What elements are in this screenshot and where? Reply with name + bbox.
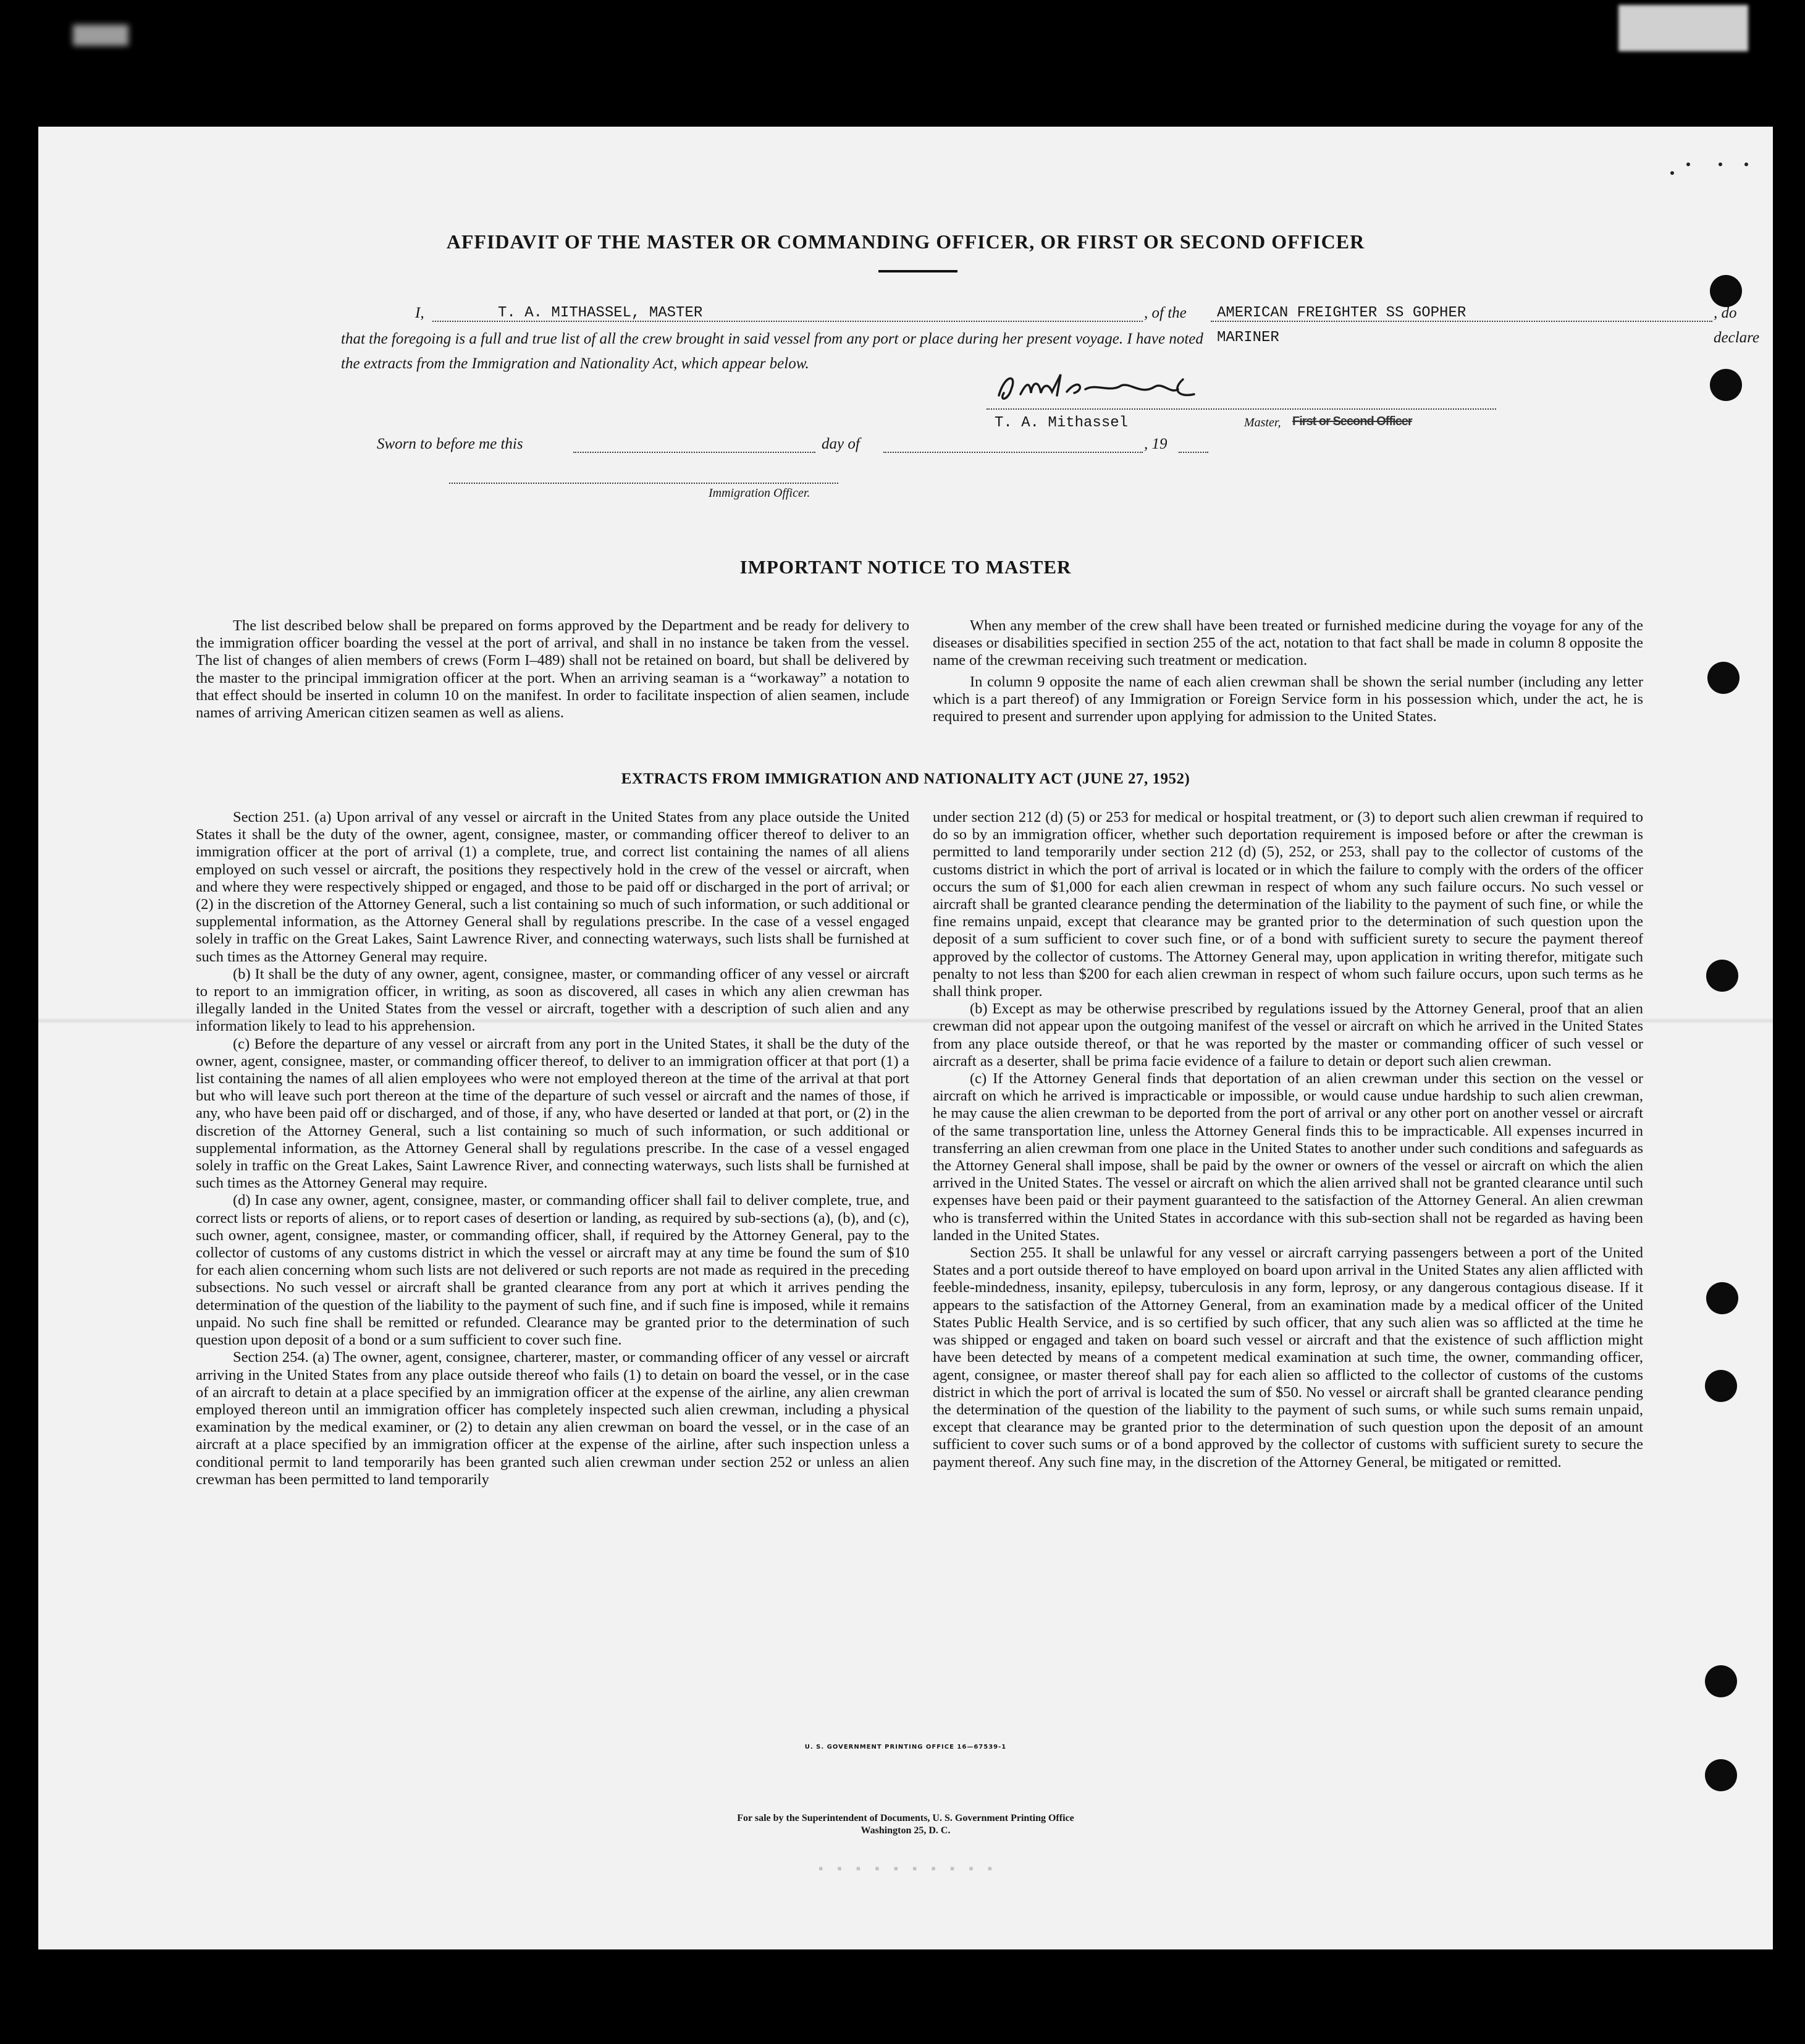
punch-hole <box>1707 662 1740 694</box>
scan-smudge-top-left <box>73 25 128 46</box>
officer-signature-underline <box>449 483 838 484</box>
signature-underline <box>987 408 1496 410</box>
section-254c: (c) If the Attorney General finds that deportation of an alien crewman under this section on the vessel or aircraft on which he arrived is impracticable or impossible, or would cause undue hardship to such alien crewman, he may cause the alien crewman to be deported from the port of arrival or any other port on another vessel or aircraft of the same transportation line, unless the Attorney General finds this to be impracticable. All expenses incurred in transferring an alien crewman from one place in the United States to another under such conditions and safeguards as the Attorney General shall impose, shall be paid by the owner or owners of the vessel or aircraft on which the alien arrived in the United States. The vessel or aircraft on which the alien arrived shall not be granted clearance until such expenses have been paid or their payment guaranteed to the satisfaction of the Attorney General. An alien crewman who is transferred within the United States in accordance with this sub-section shall not be regarded as having been landed in the United States. <box>933 1070 1643 1244</box>
section-251a: Section 251. (a) Upon arrival of any vessel or aircraft in the United States from any place outside the United States it shall be the duty of the owner, agent, consignee, master, or commanding officer thereof to deliver to an immigration officer at the port of arrival (1) a complete, true, and correct list containing the names of all aliens employed on such vessel or aircraft, the positions they respectively hold in the crew of the vessel or aircraft, when and where they were respectively shipped or engaged, and those to be paid off or discharged in the port of arrival; or (2) in the discretion of the Attorney General, such a list containing so much of such information, or such additional or supplemental information, as the Attorney General shall by regulations prescribe. In the case of a vessel engaged solely in traffic on the Great Lakes, Saint Lawrence River, and connecting waterways, such lists shall be furnished at such times as the Attorney General may require. <box>196 809 909 965</box>
section-251c: (c) Before the departure of any vessel or aircraft from any port in the United States, it shall be the duty of the owner, agent, consignee, master, or commanding officer thereof, to deliver to an immigration officer at that port (1) a list containing the names of all alien employees who were not employed thereon at the time of the arrival at that port but who will leave such port thereon at the time of the departure of such vessel or aircraft and the names of those, if any, who have been paid off or discharged, and of those, if any, who have deserted or landed at that port, or (2) in the discretion of the Attorney General, such a list containing so much of such information, or such additional or supplemental information, as the Attorney General shall by regulations prescribe. In the case of a vessel engaged solely in traffic on the Great Lakes, Saint Lawrence River, and connecting waterways, such lists shall be furnished at such times as the Attorney General may require. <box>196 1035 909 1192</box>
speck <box>1670 171 1674 175</box>
notice-title: IMPORTANT NOTICE TO MASTER <box>739 556 1072 578</box>
punch-hole <box>1706 1282 1738 1314</box>
document-page <box>38 127 1773 1949</box>
speck <box>1686 163 1690 166</box>
faded-bleedthrough-text: ▪ ▪ ▪ ▪ ▪ ▪ ▪ ▪ ▪ ▪ <box>817 1862 995 1877</box>
section-254a: Section 254. (a) The owner, agent, consignee, charterer, master, or commanding officer of any vessel or aircraft arriving in the United States from any place outside thereof who fails (1) to detain on board the vessel, or in the case of an aircraft to detain at a place specified by an immigration officer at the expense of the airline, any alien crewman employed thereon until an immigration officer has completely inspected such alien crewman, including a physical examination by the medical examiner, or (2) to detain any alien crewman on board the vessel, or in the case of an aircraft at a place specified by an immigration officer at the expense of the airline, after such inspection unless a conditional permit to land temporarily has been granted such alien crewman under section 252 or unless an alien crewman has been permitted to land temporarily <box>196 1349 909 1488</box>
handwritten-signature <box>993 371 1252 409</box>
struck-officer-title: First or Second Officer <box>1292 415 1412 428</box>
for-sale-line-1: For sale by the Superintendent of Documents, U. S. Government Printing Office <box>737 1813 1074 1823</box>
section-255: Section 255. It shall be unlawful for any vessel or aircraft carrying passengers between a port of the United States and a port outside thereof to have employed on board upon arrival in the United States any alien afflicted with feeble-mindedness, insanity, epilepsy, tuberculosis in any form, leprosy, or any dangerous contagious disease. If it appears to the satisfaction of the Attorney General, from an examination made by a medical officer of the United States Public Health Service, and is so certified by such officer, that any such alien was so afflicted at the time he was shipped or engaged and taken on board such vessel or aircraft and that the existence of such affliction might have been detected by means of a competent medical examination at such time, the owner, commanding officer, agent, consignee, or master thereof shall pay for each alien so afflicted to the collector of customs of the customs district in which the port of arrival is located the sum of $50. No vessel or aircraft shall be granted clearance pending the determination of the question of the liability to the payment of such sums, or while such sums remain unpaid, except that clearance may be granted prior to the determination of such question upon the deposit of an amount sufficient to cover such sums or of a bond approved by the collector of customs with sufficient surety to secure the payment thereof. Any such fine may, in the discretion of the Attorney General, be mitigated or remitted. <box>933 1244 1643 1471</box>
punch-hole <box>1705 1370 1737 1402</box>
section-254a-continued: under section 212 (d) (5) or 253 for medical or hospital treatment, or (3) to deport such alien crewman if required to do so by an immigration officer, whether such deportation requirement is imposed before or after the crewman is permitted to land temporarily under section 212 (d) (5), 252, or 253, shall pay to the collector of customs of the customs district in which the port of arrival is located or in which the failure to comply with the orders of the officer occurs the sum of $1,000 for each alien crewman in respect of whom any such failure occurs. No such vessel or aircraft shall be granted clearance pending the determination of the liability to the payment of such fine, or while the fine remains unpaid, except that clearance may be granted prior to the determination of such question upon the deposit of a sum sufficient to cover such fine, or of a bond with sufficient surety to secure the payment thereof approved by the collector of customs. The Attorney General may, upon application in writing therefor, mitigate such penalty to not less than $200 for each alien crewman in respect of whom such failure occurs, upon such terms as he shall think proper. <box>933 809 1643 1000</box>
signature-typed-name: T. A. Mithassel <box>995 415 1129 431</box>
year-label: , 19 <box>1144 436 1168 452</box>
declaration-line-2: that the foregoing is a full and true list of all the crew brought in said vessel from any port or place during her present voyage. I have noted <box>341 331 1203 347</box>
notice-left-paragraph <box>196 617 909 722</box>
title-rule <box>878 270 957 272</box>
for-sale-line-2: Washington 25, D. C. <box>860 1825 951 1836</box>
notice-left-text: The list described below shall be prepared on forms approved by the Department and be ready for delivery to the immigration officer boarding the vessel at the port of arrival, and shall in no instance be taken from the vessel. The list of changes of alien members of crews (Form I–489) shall not be retained on board, but shall be delivered by the master to the principal immigration officer at the port. When an arriving seaman is a “workaway” a notation to that effect should be inserted in column 10 on the manifest. In order to facilitate inspection of alien seamen, include names of arriving American citizen seamen as well as aliens. <box>196 617 909 722</box>
punch-hole <box>1705 1759 1737 1791</box>
of-the-label: , of the <box>1144 305 1187 321</box>
notice-right-paragraphs <box>933 617 1643 725</box>
printing-office-line: U. S. GOVERNMENT PRINTING OFFICE 16—67539-1 <box>804 1744 1007 1750</box>
i-label: I, <box>415 305 424 321</box>
notice-right-text-2: In column 9 opposite the name of each alien crewman shall be shown the serial number (including any letter which is a part thereof) of any Immigration or Foreign Service form in his possession which, under the act, he is required to present and surrender upon applying for admission to the United States. <box>933 673 1643 725</box>
punch-hole <box>1706 960 1738 992</box>
extracts-left-column <box>196 809 909 1489</box>
for-sale-notice <box>38 1812 1773 1837</box>
section-254b: (b) Except as may be otherwise prescribed by regulations issued by the Attorney General, proof that an alien crewman did not appear upon the outgoing manifest of the vessel or aircraft on which he arrived in the United States from any place outside thereof, or that he was reported by the master or commanding officer of such vessel or aircraft as a deserter, shall be prima facie evidence of a failure to detain or deport such alien crewman. <box>933 1000 1643 1070</box>
do-declare-label: , do declare <box>1714 305 1760 346</box>
master-name-field[interactable]: T. A. MITHASSEL, MASTER <box>498 305 703 321</box>
sworn-month-underline <box>883 452 1143 453</box>
section-251d: (d) In case any owner, agent, consignee, master, or commanding officer shall fail to deliver complete, true, and correct lists or reports of aliens, or to report cases of desertion or landing, as required by sub-sections (a), (b), and (c), such owner, agent, consignee, master, or commanding officer, shall, if required by the Attorney General, pay to the collector of customs of any customs district in which the vessel or aircraft may at any time be found the sum of $10 for each alien concerning whom such lists are not delivered or such reports are not made as required in the preceding subsections. No such vessel or aircraft shall be granted clearance from any port at which it arrives pending the determination of the question of the liability to the payment of such fine, and if such fine is imposed, while it remains unpaid. No such fine shall be remitted or refunded. Clearance may be granted prior to the determination of such question upon deposit of a bond or a sum sufficient to cover such fine. <box>196 1192 909 1349</box>
extracts-heading: EXTRACTS FROM IMMIGRATION AND NATIONALITY ACT (JUNE 27, 1952) <box>621 771 1190 787</box>
punch-hole <box>1705 1665 1737 1697</box>
extracts-right-column <box>933 809 1643 1471</box>
vessel-field[interactable]: AMERICAN FREIGHTER SS GOPHER MARINER <box>1217 305 1466 346</box>
master-label: Master, <box>1244 416 1281 429</box>
sworn-day-underline <box>573 452 815 453</box>
section-251b: (b) It shall be the duty of any owner, agent, consignee, master, or commanding officer of any vessel or aircraft to report to an immigration officer, in writing, as soon as discovered, all cases in which any alien crewman has illegally landed in the United States from the vessel or aircraft, together with a description of such alien and any information likely to lead to his apprehension. <box>196 965 909 1035</box>
sworn-label: Sworn to before me this <box>377 436 523 452</box>
day-of-label: day of <box>822 436 860 452</box>
punch-hole <box>1710 369 1742 401</box>
scan-smudge-top-right <box>1618 5 1748 51</box>
affidavit-title: AFFIDAVIT OF THE MASTER OR COMMANDING OFFICER, OR FIRST OR SECOND OFFICER <box>446 230 1365 253</box>
declaration-line-3: the extracts from the Immigration and Nationality Act, which appear below. <box>341 355 809 372</box>
sworn-line <box>377 432 1242 457</box>
notice-right-text-1: When any member of the crew shall have been treated or furnished medicine during the voyage for any of the diseases or disabilities specified in section 255 of the act, notation to that fact shall be made in column 8 opposite the name of the crewman receiving such treatment or medication. <box>933 617 1643 669</box>
speck <box>1719 163 1722 166</box>
immigration-officer-label: Immigration Officer. <box>709 486 810 500</box>
speck <box>1744 163 1748 166</box>
year-underline <box>1179 452 1208 453</box>
